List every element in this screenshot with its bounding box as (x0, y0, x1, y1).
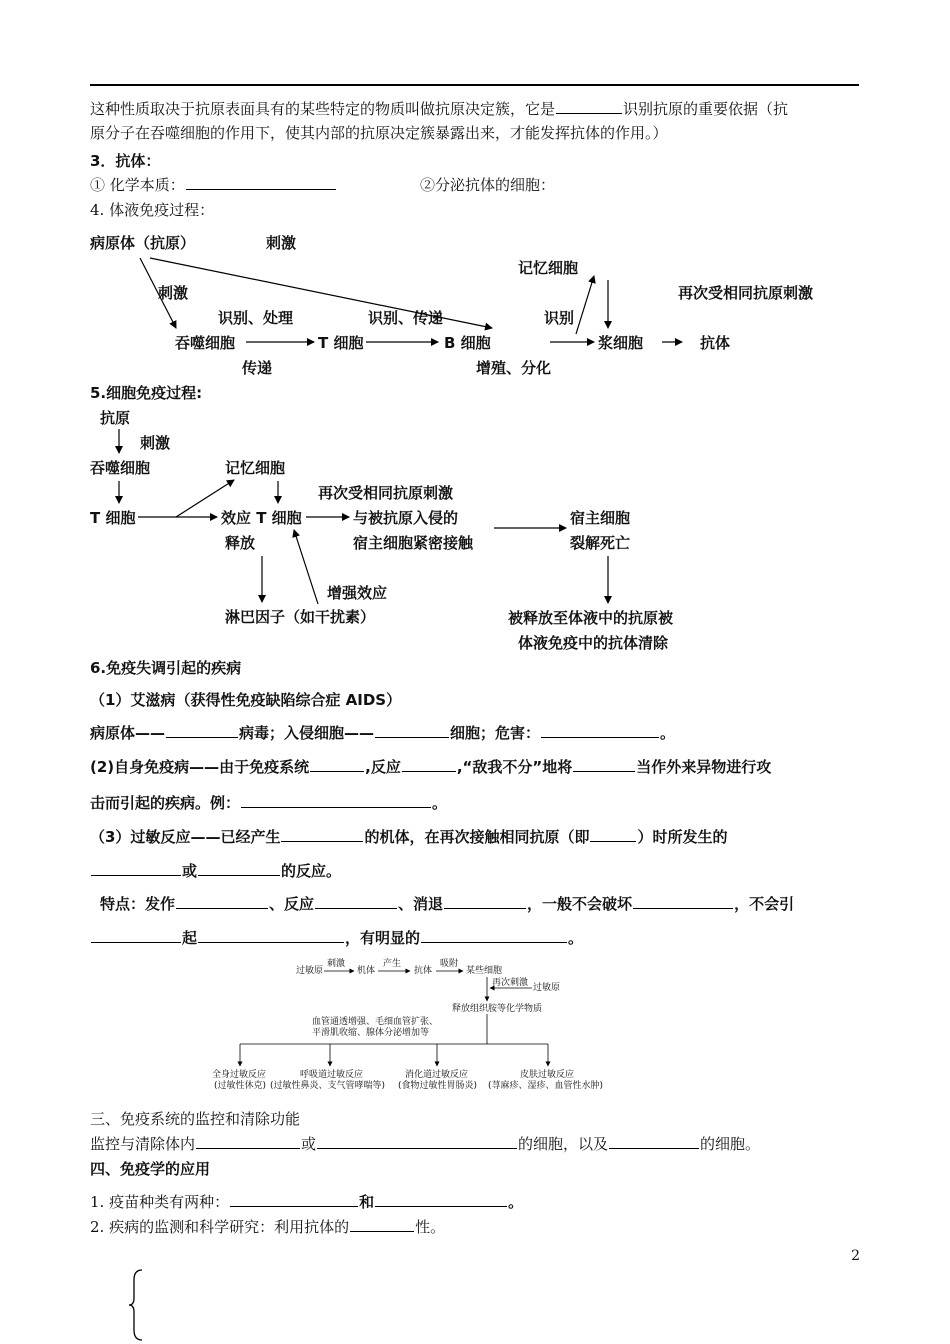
label-stimulate: 刺激 (158, 284, 189, 302)
text: 特点：发作 (100, 895, 176, 913)
label-antigen-cleared: 体液免疫中的抗体清除 (518, 634, 669, 652)
mini-allergen: 过敏原 (296, 966, 324, 976)
brace-icon (128, 1268, 144, 1342)
node-t-cell: T 细胞 (90, 509, 136, 527)
monitoring-line (90, 1216, 445, 1238)
mini-skin: 皮肤过敏反应 (520, 1070, 575, 1080)
label-stimulate: 刺激 (266, 234, 297, 252)
blank (541, 722, 659, 738)
blank (176, 893, 268, 909)
text: 的细胞，以及 (518, 1135, 609, 1153)
mini-adsorb: 吸附 (440, 959, 459, 969)
allergy-line-1 (90, 826, 727, 848)
allergy-features-2 (90, 927, 583, 949)
text: 。 (660, 724, 676, 742)
node-effector-t-cell: 效应 T 细胞 (221, 509, 302, 527)
label: ① 化学本质： (90, 176, 185, 194)
node-pathogen: 病原体（抗原） (90, 234, 196, 252)
text: （3）过敏反应——已经产生 (90, 828, 281, 846)
section-6-title: 6.免疫失调引起的疾病 (90, 659, 242, 677)
text: 、消退 (398, 895, 444, 913)
part-three-title: 三、免疫系统的监控和清除功能 (90, 1110, 301, 1128)
mini-release: 释放组织胺等化学物质 (452, 1004, 543, 1014)
node-t-cell: T 细胞 (318, 334, 364, 352)
text: 细胞；危害： (450, 724, 541, 742)
text: 的反应。 (281, 862, 342, 880)
node-plasma-cell: 浆细胞 (598, 334, 644, 352)
autoimmune-line-1 (90, 756, 771, 778)
text: 。 (508, 1193, 524, 1211)
blank (573, 756, 635, 772)
text: 。 (568, 929, 584, 947)
label-contact: 宿主细胞紧密接触 (353, 534, 474, 552)
node-memory-cell: 记忆细胞 (225, 459, 286, 477)
blank (444, 893, 526, 909)
mini-produce: 产生 (383, 959, 402, 969)
text: ，有明显的 (345, 929, 421, 947)
label-lysis: 裂解死亡 (570, 534, 631, 552)
text: 病原体—— (90, 724, 166, 742)
blank (241, 792, 431, 808)
section-3-title: 3．抗体： (90, 152, 161, 170)
node-phagocyte: 吞噬细胞 (90, 459, 151, 477)
node-b-cell: B 细胞 (444, 334, 491, 352)
blank (633, 893, 733, 909)
aids-title: （1）艾滋病（获得性免疫缺陷综合症 AIDS） (90, 691, 402, 709)
header-rule (90, 84, 859, 86)
mini-digestive-note: (食物过敏性胃肠炎) (398, 1081, 478, 1091)
label-antigen-cleared: 被释放至体液中的抗原被 (508, 609, 674, 627)
blank (310, 756, 364, 772)
label-transmit: 传递 (242, 359, 273, 377)
node-memory-cell: 记忆细胞 (518, 259, 579, 277)
text: 的细胞。 (700, 1135, 761, 1153)
label-stimulate: 刺激 (140, 434, 171, 452)
chem-nature (90, 174, 337, 196)
blank (421, 927, 567, 943)
blank (609, 1133, 699, 1149)
blank (402, 756, 456, 772)
mini-systemic-note: (过敏性休克) (214, 1081, 267, 1091)
label-recognize: 识别、处理 (218, 309, 294, 327)
section-4-title: 4. 体液免疫过程： (90, 201, 215, 219)
text: 当作外来异物进行攻 (636, 758, 772, 776)
blank (556, 98, 622, 114)
blank (198, 927, 344, 943)
node-antigen: 抗原 (100, 409, 131, 427)
intro-line-2: 原分子在吞噬细胞的作用下，使其内部的抗原决定簇暴露出来，才能发挥抗体的作用。） (90, 124, 668, 142)
text: 2. 疾病的监测和科学研究：利用抗体的 (90, 1218, 350, 1236)
blank (590, 826, 636, 842)
label-recognize: 识别 (544, 309, 575, 327)
text: 病毒；入侵细胞—— (239, 724, 375, 742)
mini-cells: 某些细胞 (466, 966, 503, 976)
arrow-lymphokine-enhance (294, 530, 318, 604)
text: 监控与清除体内 (90, 1135, 196, 1153)
text: 或 (301, 1135, 317, 1153)
text: ，一般不会破坏 (527, 895, 633, 913)
label-enhance: 增强效应 (327, 584, 388, 602)
text: 或 (182, 862, 198, 880)
label-proliferate: 增殖、分化 (476, 359, 552, 377)
mini-effect-1: 血管通透增强、毛细血管扩张、 (312, 1017, 439, 1027)
mini-respiratory-note: (过敏性鼻炎、支气管哮喘等) (270, 1081, 386, 1091)
text: (2)自身免疫病——由于免疫系统 (90, 758, 310, 776)
mini-restimulate: 再次刺激 (492, 978, 529, 988)
label-recognize: 识别、传递 (368, 309, 444, 327)
blank (375, 722, 449, 738)
label-restimulate: 再次受相同抗原刺激 (318, 484, 454, 502)
blank (166, 722, 238, 738)
mini-effect-2: 平滑肌收缩、腺体分泌增加等 (312, 1028, 430, 1038)
arrow-b-cell-to-memory (576, 276, 594, 334)
text: 。 (432, 794, 448, 812)
node-phagocyte: 吞噬细胞 (175, 334, 236, 352)
text: ,反应 (365, 758, 401, 776)
blank (350, 1216, 414, 1232)
autoimmune-line-2 (90, 792, 447, 814)
blank (315, 893, 397, 909)
text: ）时所发生的 (637, 828, 728, 846)
text: ，不会引 (734, 895, 795, 913)
allergy-line-2 (90, 860, 341, 882)
blank (186, 174, 336, 190)
text: 起 (182, 929, 198, 947)
aids-line (90, 722, 675, 744)
intro-line-1 (90, 98, 788, 120)
blank (91, 860, 181, 876)
node-host-cell: 宿主细胞 (570, 509, 631, 527)
mini-allergen-2: 过敏原 (533, 983, 561, 993)
blank (317, 1133, 517, 1149)
section-5-title: 5.细胞免疫过程: (90, 384, 203, 402)
secreting-cell: ②分泌抗体的细胞： (420, 176, 556, 194)
blank (281, 826, 363, 842)
mini-antibody: 抗体 (414, 966, 433, 976)
text: 和 (359, 1193, 375, 1211)
blank (91, 927, 181, 943)
blank (230, 1191, 358, 1207)
blank (196, 1133, 300, 1149)
text: 性。 (415, 1218, 446, 1236)
blank (198, 860, 280, 876)
vaccine-line (90, 1191, 523, 1213)
text: ,“敌我不分”地将 (456, 758, 573, 776)
label-release: 释放 (225, 534, 256, 552)
node-antibody: 抗体 (700, 334, 731, 352)
mini-stimulate: 刺激 (327, 959, 346, 969)
text: 击而引起的疾病。例： (90, 794, 241, 812)
label-contact: 与被抗原入侵的 (353, 509, 459, 527)
label-restimulate: 再次受相同抗原刺激 (678, 284, 814, 302)
part-four-title: 四、免疫学的应用 (90, 1160, 211, 1178)
mini-skin-note: (荨麻疹、湿疹、血管性水肿) (488, 1081, 604, 1091)
mini-respiratory: 呼吸道过敏反应 (300, 1070, 364, 1080)
allergy-features-1 (100, 893, 794, 915)
mini-digestive: 消化道过敏反应 (405, 1070, 469, 1080)
part-three-line (90, 1133, 760, 1155)
text: 1. 疫苗种类有两种： (90, 1193, 230, 1211)
node-lymphokine: 淋巴因子（如干扰素） (225, 608, 376, 626)
mini-body: 机体 (357, 966, 376, 976)
text: 的机体，在再次接触相同抗原（即 (364, 828, 590, 846)
intro-text: 识别抗原的重要依据（抗 (623, 100, 789, 118)
blank (375, 1191, 507, 1207)
intro-text: 这种性质取决于抗原表面具有的某些特定的物质叫做抗原决定簇，它是 (90, 100, 556, 118)
text: 、反应 (269, 895, 315, 913)
page-number: 2 (851, 1248, 860, 1264)
mini-systemic: 全身过敏反应 (212, 1070, 267, 1080)
